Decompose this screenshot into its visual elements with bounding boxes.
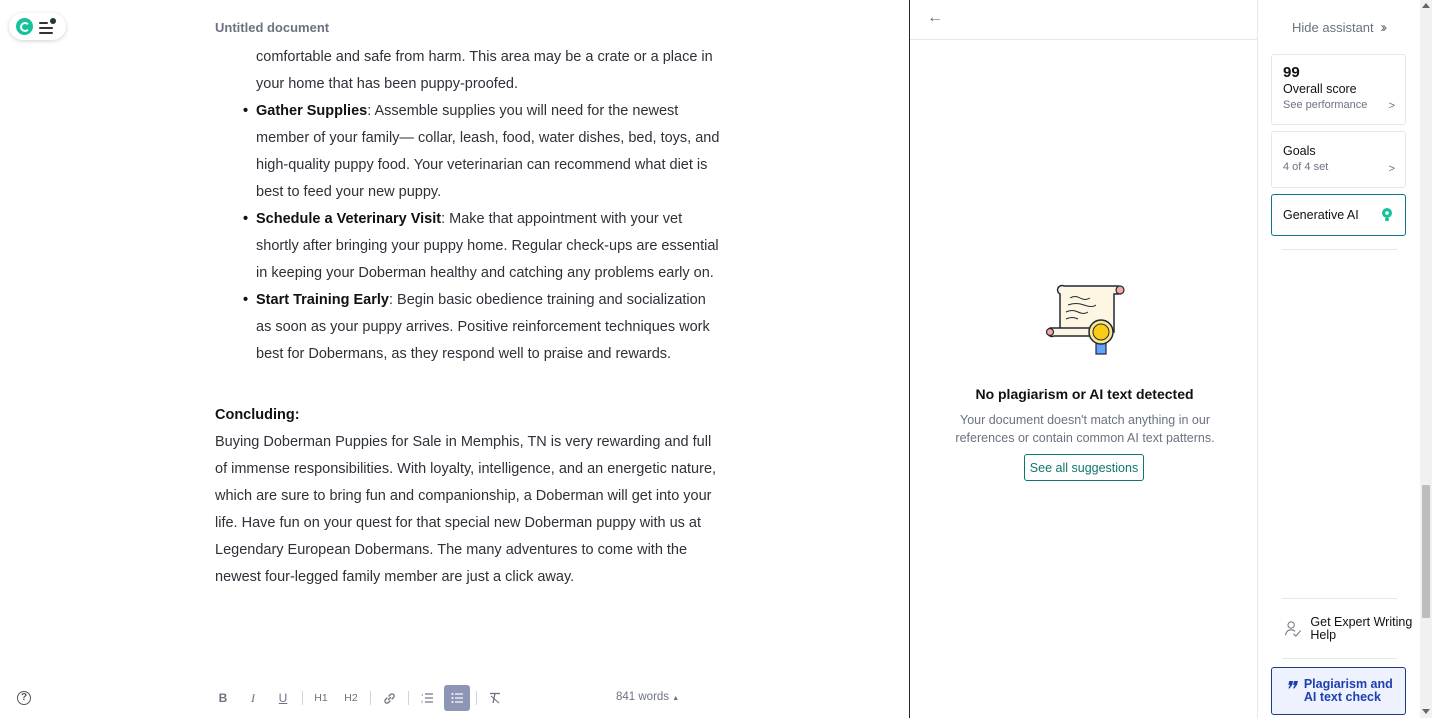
scroll-certificate-icon [1044, 280, 1128, 360]
menu-icon[interactable] [39, 20, 57, 34]
list-item [256, 206, 725, 287]
see-all-suggestions-button[interactable]: See all suggestions [1024, 454, 1144, 481]
toolbar-divider [476, 691, 477, 705]
page-scrollbar[interactable] [1420, 0, 1432, 718]
help-icon[interactable]: ? [17, 691, 31, 705]
word-count[interactable] [616, 691, 679, 703]
toolbar-divider [370, 691, 371, 705]
result-title: No plagiarism or AI text detected [975, 386, 1194, 402]
panel-header [910, 0, 1257, 40]
bullet-list [215, 44, 725, 368]
plagiarism-panel [909, 0, 1258, 718]
bold-button[interactable]: B [218, 691, 228, 705]
underline-button[interactable]: U [278, 691, 288, 705]
heading2-button[interactable]: H2 [344, 692, 358, 704]
list-item-text: : Make that appointment with your vet shortly after bringing your puppy home. Regular check-ups are essential in keeping your Doberman healthy and catching any problems early on. [256, 211, 719, 281]
caret-up-icon: ▲ [672, 695, 680, 702]
heading1-button[interactable]: H1 [314, 692, 328, 704]
quote-icon: ❞ [1284, 678, 1296, 703]
get-expert-help-button[interactable] [1284, 614, 1414, 644]
clear-format-icon[interactable] [482, 685, 508, 711]
document-title[interactable]: Untitled document [215, 20, 330, 35]
list-item-heading: Schedule a Veterinary Visit [256, 211, 442, 227]
toolbar-divider [302, 691, 303, 705]
notification-dot [50, 18, 56, 24]
list-item-text: : Begin basic obedience training and socialization as soon as your puppy arrives. Positive reinforcement techniques work best for Dobermans, as they respond well to praise and rewards. [256, 292, 710, 362]
ordered-list-icon[interactable] [414, 685, 440, 711]
scroll-down-icon[interactable] [1422, 709, 1430, 714]
italic-button[interactable]: I [251, 690, 255, 705]
link-icon[interactable] [376, 685, 402, 711]
expert-help-label: Get Expert Writing Help [1310, 615, 1413, 642]
list-item [256, 98, 725, 206]
svg-text:1: 1 [420, 692, 423, 697]
chevron-right-icon: > [1388, 163, 1395, 175]
back-arrow-icon[interactable]: ← [927, 9, 943, 26]
divider [1282, 598, 1397, 599]
list-item-heading: Start Training Early [256, 292, 389, 308]
goals-label: Goals [1283, 144, 1316, 158]
result-subtitle: Your document doesn't match anything in our references or contain common AI text patterns. [955, 413, 1215, 445]
overall-score-value: 99 [1283, 64, 1300, 81]
conclusion-paragraph: Buying Doberman Puppies for Sale in Memphis, TN is very rewarding and full of immense responsibilities. With loyalty, intelligence, and an energetic nature, which are sure to bring fun and companionship, a Doberman will get into your life. Have fun on your quest for that special new Doberman puppy with us at Legendary European Dobermans. The many adventures to come with the newest four-legged family member are just a click away. [215, 434, 717, 585]
grammarly-logo-icon [16, 18, 33, 35]
lightbulb-icon [1381, 208, 1393, 222]
scroll-up-icon[interactable] [1422, 3, 1430, 8]
assistant-sidebar [1258, 0, 1420, 718]
divider [1282, 249, 1397, 250]
chevron-right-icon: > [1388, 100, 1395, 112]
list-item [256, 44, 725, 98]
divider [1282, 658, 1397, 659]
expert-person-icon [1284, 618, 1301, 640]
list-item-heading: Gather Supplies [256, 103, 368, 119]
svg-text:2: 2 [420, 699, 423, 704]
document-body[interactable] [215, 44, 725, 591]
goals-value: 4 of 4 set [1283, 161, 1329, 173]
hide-assistant-button[interactable] [1292, 19, 1384, 36]
list-item-text: comfortable and safe from harm. This area may be a crate or a place in your home that has been puppy-proofed. [256, 49, 713, 92]
generative-ai-button[interactable] [1271, 194, 1406, 236]
scrollbar-thumb[interactable] [1422, 485, 1430, 618]
hide-assistant-label: Hide assistant [1292, 20, 1374, 35]
overall-score-card[interactable] [1271, 54, 1406, 125]
overall-score-label: Overall score [1283, 82, 1357, 96]
goals-card[interactable] [1271, 131, 1406, 188]
grammarly-badge[interactable] [9, 13, 66, 40]
plagiarism-check-label: Plagiarism and AI text check [1303, 677, 1393, 704]
list-item [256, 287, 725, 368]
see-performance-link[interactable]: See performance [1283, 99, 1368, 111]
word-count-label: 841 words [616, 691, 670, 703]
plagiarism-check-button[interactable] [1271, 667, 1406, 715]
format-toolbar [210, 684, 512, 712]
list-item-text: : Assemble supplies you will need for the newest member of your family— collar, leash, food, water dishes, bed, toys, and high-quality puppy food. Your veterinarian can recommend what diet is best to feed your new puppy. [256, 103, 720, 200]
generative-ai-label: Generative AI [1283, 208, 1359, 222]
conclusion-heading: Concluding: [215, 407, 300, 423]
toolbar-divider [408, 691, 409, 705]
bullet-list-icon[interactable] [444, 685, 470, 711]
double-chevron-right-icon: ›› [1380, 19, 1385, 36]
